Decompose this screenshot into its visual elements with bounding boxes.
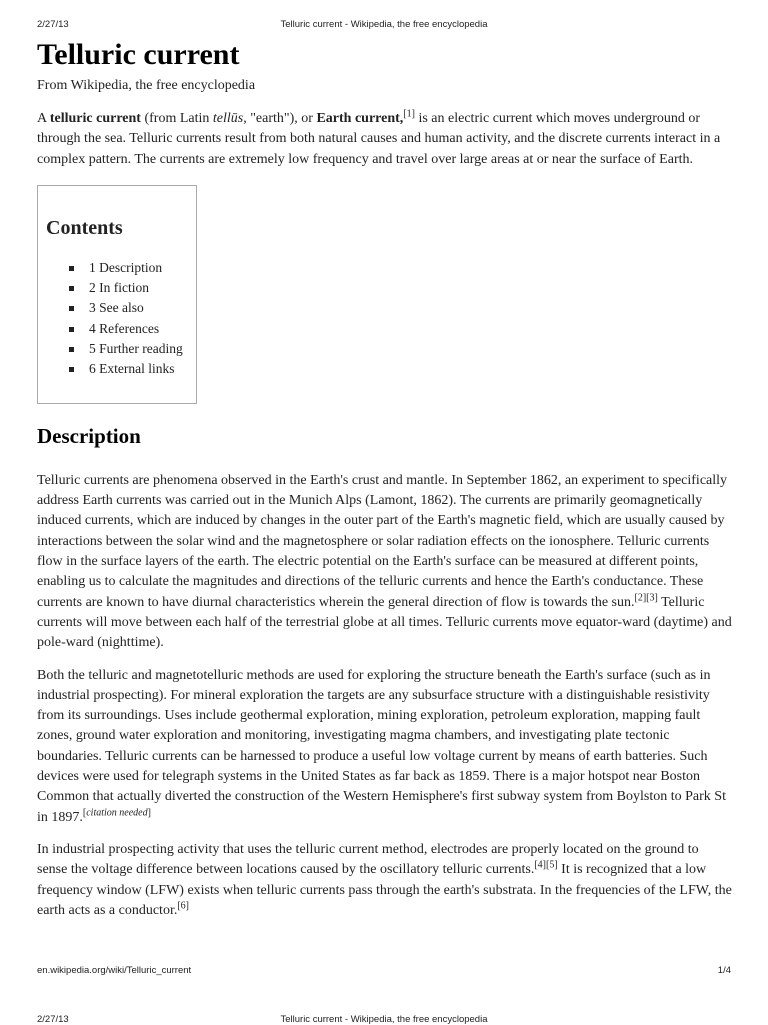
description-paragraph-2	[37, 666, 732, 828]
tagline: From Wikipedia, the free encyclopedia	[37, 78, 256, 93]
intro-text-c: , "earth"), or	[243, 111, 317, 126]
reference-link-1[interactable]: [1]	[403, 108, 415, 120]
print-page-title: Telluric current - Wikipedia, the free encyclopedia	[280, 19, 488, 30]
toc-item-label: 3 See also	[89, 300, 144, 316]
intro-text-d: is an electric current which moves underground or through the sea. Telluric currents result from both natural causes and human activity, and the discrete currents interact in a complex pattern. The currents are extremely low frequency and travel over large areas at or near the surface of Earth.	[37, 111, 721, 167]
intro-text-b: (from Latin	[140, 111, 213, 126]
toc-item-label: 1 Description	[89, 259, 163, 275]
toc-item-label: 5 Further reading	[89, 340, 183, 356]
latin-word: tellūs	[212, 111, 244, 126]
paragraph-text: Both the telluric and magnetotelluric methods are used for exploring the structure beneath the Earth's surface (such as in industrial prospecting). For mineral exploration the targets are any subsurface structure with a distinguishable resistivity from its surroundings. Uses include geothermal exploration, mining exploration, petroleum exploration, mapping fault zones, ground water exploration and monitoring, investigating magma chambers, and investigating plate tectonic boundaries. Telluric currents can be harnessed to produce a useful low voltage current by means of earth batteries. Such devices were used for telegraph systems in the United States as far back as 1859. There is a major hotspot near Boston Common that actually diverted the construction of the Western Hemisphere's first subway system from Boylston to Park St in 1897.	[37, 667, 726, 825]
bullet-icon	[69, 347, 74, 352]
toc-title: Contents	[46, 216, 123, 239]
next-page-title: Telluric current - Wikipedia, the free encyclopedia	[280, 1014, 488, 1025]
intro-text-a: A	[37, 111, 50, 126]
next-page-date: 2/27/13	[37, 1014, 69, 1025]
toc-item-in-fiction[interactable]	[46, 278, 196, 298]
paragraph-text: In industrial prospecting activity that uses the telluric current method, electrodes are properly located on the ground to sense the voltage difference between locations caused by the oscillatory telluric currents.	[37, 841, 699, 878]
toc-item-description[interactable]	[46, 258, 196, 278]
bracket: [	[82, 806, 87, 818]
reference-link-4-5[interactable]: [4][5]	[534, 859, 558, 871]
bullet-icon	[69, 367, 74, 372]
reference-link-6[interactable]: [6]	[177, 900, 189, 912]
bullet-icon	[69, 286, 74, 291]
print-date: 2/27/13	[37, 19, 69, 30]
toc-item-label: 2 In fiction	[89, 280, 149, 296]
citation-needed-label: citation needed	[86, 806, 148, 818]
paragraph-text: Telluric currents are phenomena observed in the Earth's crust and mantle. In September 1862, an experiment to specifically address Earth currents was carried out in the Munich Alps (Lamont, 1862). The currents are primarily geomagnetically induced currents, which are induced by changes in the outer part of the Earth's magnetic field, which are usually caused by interactions between the solar wind and the magnetosphere or solar radiation effects on the ionosphere. Telluric currents flow in the surface layers of the earth. The electric potential on the Earth's surface can be measured at different points, enabling us to calculate the magnitudes and directions of the telluric currents and hence the Earth's conductance. These currents are known to have diurnal characteristics wherein the general direction of flow is towards the sun.	[37, 472, 728, 610]
term-telluric-current: telluric current	[49, 111, 141, 126]
bullet-icon	[69, 306, 74, 311]
term-comma: ,	[399, 111, 404, 126]
toc-list	[46, 258, 196, 379]
bracket: ]	[147, 806, 151, 818]
paragraph-text: Telluric currents will move between each half of the terrestrial globe at all times. Telluric currents move equator-ward (daytime) and pole-ward (nighttime).	[37, 594, 732, 651]
print-page-number: 1/4	[717, 965, 731, 976]
print-url: en.wikipedia.org/wiki/Telluric_current	[37, 965, 192, 976]
reference-link-2-3[interactable]: [2][3]	[634, 592, 658, 604]
intro-paragraph	[37, 109, 732, 170]
toc-item-label: 6 External links	[89, 360, 175, 376]
paragraph-text: It is recognized that a low frequency window (LFW) exists when telluric currents pass through the earth's substrata. In the frequencies of the LFW, the earth acts as a conductor.	[37, 862, 732, 918]
description-paragraph-3	[37, 840, 732, 921]
article-content	[37, 38, 732, 921]
toc-item-label: 4 References	[89, 320, 160, 336]
term-earth-current: Earth current	[316, 111, 400, 126]
toc-item-external-links[interactable]	[46, 359, 196, 379]
page-title: Telluric current	[37, 38, 240, 71]
toc-item-references[interactable]	[46, 319, 196, 339]
citation-needed-link[interactable]	[83, 807, 151, 818]
description-paragraph-1	[37, 471, 732, 654]
table-of-contents	[37, 185, 197, 404]
bullet-icon	[69, 266, 74, 271]
toc-item-further-reading[interactable]	[46, 339, 196, 359]
bullet-icon	[69, 327, 74, 332]
toc-item-see-also[interactable]	[46, 298, 196, 318]
section-heading-description: Description	[37, 423, 141, 448]
